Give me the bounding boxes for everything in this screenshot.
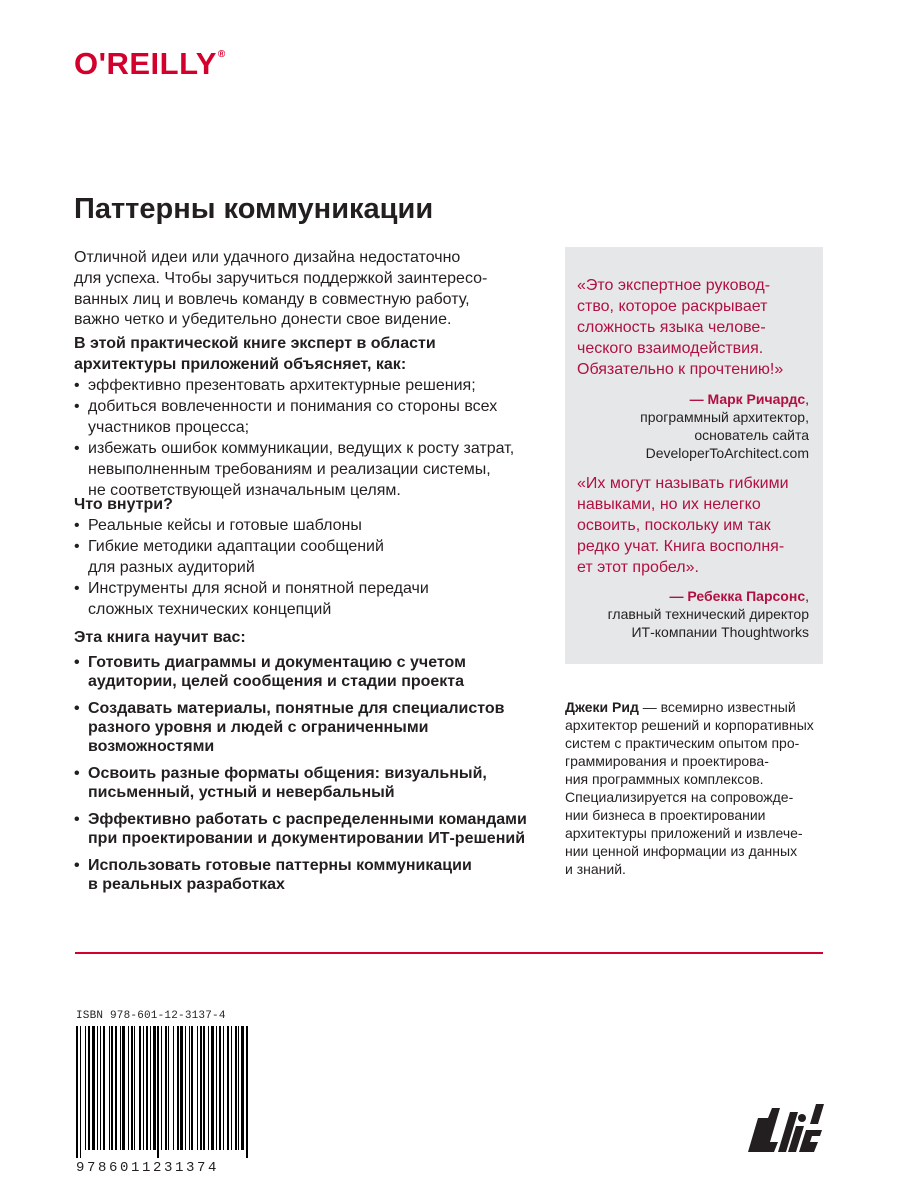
barcode-bar [203, 1026, 205, 1150]
barcode-bar [208, 1026, 209, 1150]
barcode-bar [153, 1026, 156, 1150]
explains-list [74, 375, 534, 501]
teach-section [74, 628, 534, 902]
barcode-bar [88, 1026, 90, 1150]
barcode [74, 1026, 250, 1158]
barcode-bar [131, 1026, 133, 1150]
list-item: • Инструменты для ясной и понятной передачи сложных технических концепций [74, 578, 534, 620]
teach-list [74, 653, 534, 894]
barcode-bar [122, 1026, 125, 1150]
intro-line: для успеха. Чтобы заручиться поддержкой заинтересо- [74, 269, 488, 287]
quote-attribution: — Марк Ричардс, программный архитектор, основатель сайта DeveloperToArchitect.com [640, 391, 809, 461]
barcode-bar [165, 1026, 167, 1150]
barcode-bar [168, 1026, 169, 1150]
quote-attribution: — Ребекка Парсонс, главный технический директор ИТ-компании Thoughtworks [607, 588, 809, 640]
barcode-bar [173, 1026, 174, 1150]
list-item: • Эффективно работать с распределенными командами при проектировании и документировании ИТ-решений [74, 810, 534, 848]
explains-lead: В этой практической книге эксперт в области архитектуры приложений объясняет, как: [74, 335, 436, 373]
barcode-bar [128, 1026, 129, 1150]
barcode-bar [76, 1026, 78, 1158]
barcode-bar [177, 1026, 179, 1150]
quote-author-name: — Марк Ричардс [689, 391, 806, 407]
barcode-bar [241, 1026, 244, 1150]
book-title: Паттерны коммуникации [74, 193, 434, 225]
explains-section [74, 333, 534, 501]
list-item: • добиться вовлеченности и понимания со стороны всех участников процесса; [74, 396, 534, 438]
barcode-bar [146, 1026, 148, 1150]
list-item: • Использовать готовые паттерны коммуникации в реальных разработках [74, 856, 534, 894]
barcode-bar [185, 1026, 186, 1150]
barcode-bar [231, 1026, 232, 1150]
barcode-bar [246, 1026, 248, 1158]
barcode-bar [157, 1026, 159, 1158]
quote-author-name: — Ребекка Парсонс [669, 588, 806, 604]
barcode-bar [120, 1026, 121, 1150]
list-item: • Гибкие методики адаптации сообщений для разных аудиторий [74, 536, 534, 578]
quotes-panel [565, 247, 823, 664]
list-item: • Освоить разные форматы общения: визуальный, письменный, устный и невербальный [74, 764, 534, 802]
barcode-bar [161, 1026, 162, 1150]
intro-paragraph [74, 248, 529, 331]
inside-lead: Что внутри? [74, 496, 173, 513]
list-item: • Реальные кейсы и готовые шаблоны [74, 515, 534, 536]
barcode-bar [191, 1026, 193, 1150]
barcode-number: 9786011231374 [76, 1160, 220, 1176]
intro-line: Отличной идеи или удачного дизайна недостаточно [74, 249, 461, 266]
list-item: • избежать ошибок коммуникации, ведущих к росту затрат, невыполненным требованиям и реализации системы, не соответствующей изначальным целям. [74, 438, 534, 501]
barcode-bar [103, 1026, 105, 1150]
barcode-bar [227, 1026, 229, 1150]
isbn-label: ISBN 978-601-12-3137-4 [76, 1010, 226, 1022]
barcode-bar [219, 1026, 221, 1150]
barcode-bar [223, 1026, 224, 1150]
list-item: • Создавать материалы, понятные для специалистов разного уровня и людей с ограниченными возможностями [74, 699, 534, 756]
divider-rule [75, 952, 823, 954]
barcode-bar [200, 1026, 202, 1150]
barcode-bar [134, 1026, 135, 1150]
barcode-bar [150, 1026, 151, 1150]
barcode-bar [111, 1026, 113, 1150]
barcode-bar [216, 1026, 217, 1150]
barcode-bar [97, 1026, 98, 1150]
teach-lead: Эта книга научит вас: [74, 629, 246, 646]
barcode-bar [235, 1026, 237, 1150]
author-bio: Джеки Рид — всемирно известный архитектор решений и корпоративных систем с практическим опытом про- граммирования и проектирова- ния программных комплексов. Специализируется на сопровожде- нии бизнеса в проектировании архитектуры приложений и извлече- нии ценной информации из данных и знаний. [565, 699, 814, 877]
author-name: Джеки Рид [565, 699, 639, 715]
quote-text: «Это экспертное руковод- ство, которое раскрывает сложность языка челове- ческого взаимодействия. Обязательно к прочтению!» [577, 277, 784, 378]
barcode-bar [115, 1026, 117, 1150]
inside-section [74, 494, 534, 620]
barcode-bar [85, 1026, 86, 1150]
barcode-bar [238, 1026, 239, 1150]
barcode-bar [197, 1026, 198, 1150]
barcode-bar [189, 1026, 190, 1150]
list-item: • эффективно презентовать архитектурные решения; [74, 375, 534, 396]
barcode-bar [143, 1026, 144, 1150]
barcode-bar [180, 1026, 183, 1150]
barcode-bar [92, 1026, 95, 1150]
intro-line: важно четко и убедительно донести свое видение. [74, 311, 452, 329]
alist-logo [744, 1094, 828, 1158]
barcode-bar [100, 1026, 101, 1150]
quote-text: «Их могут называть гибкими навыками, но их нелегко освоить, поскольку им так редко учат. Книга восполня- ет этот пробел». [577, 475, 789, 576]
barcode-bar [80, 1026, 81, 1158]
inside-list [74, 515, 534, 620]
barcode-bar [211, 1026, 214, 1150]
list-item: • Готовить диаграммы и документацию с учетом аудитории, целей сообщения и стадии проекта [74, 653, 534, 691]
barcode-bar [109, 1026, 110, 1150]
intro-line: ванных лиц и вовлечь команду в совместную работу, [74, 290, 470, 308]
barcode-bar [139, 1026, 141, 1150]
oreilly-logo: O'REILLY® [74, 46, 226, 81]
